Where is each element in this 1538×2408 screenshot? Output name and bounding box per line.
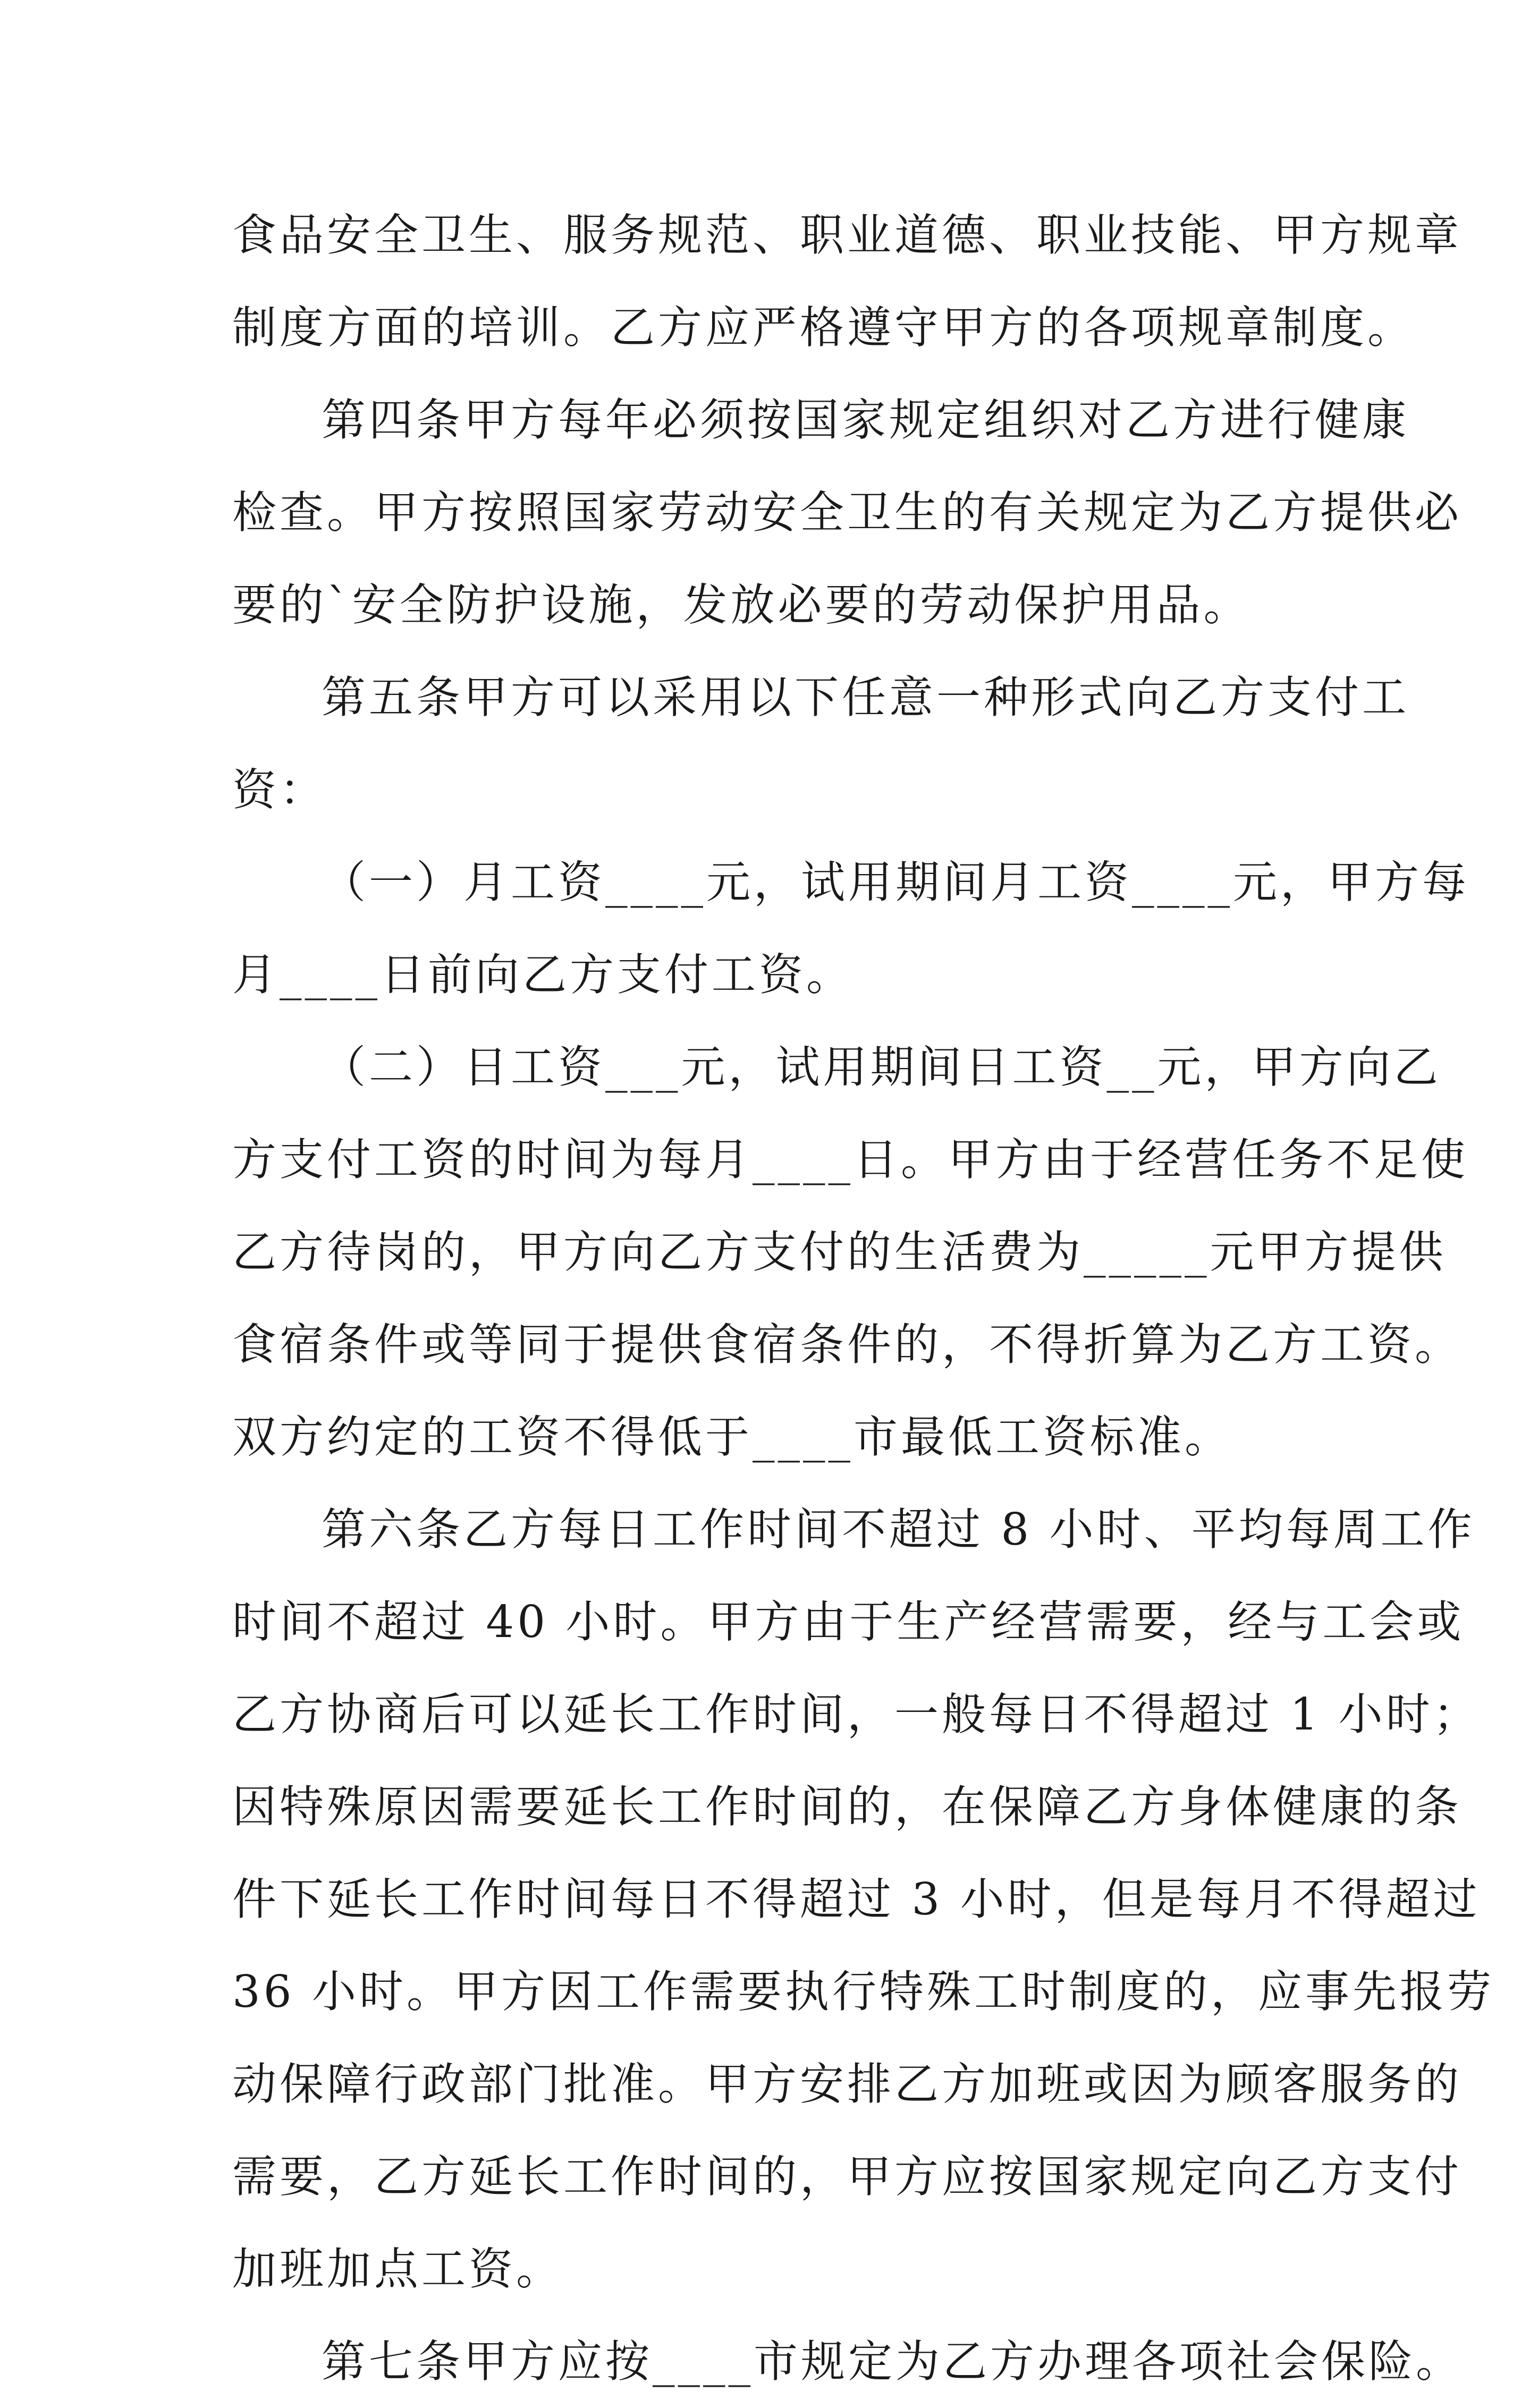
text-line: （一）月工资____元，试用期间月工资____元，甲方每 [322, 857, 1469, 908]
text-line: 36 小时。甲方因工作需要执行特殊工时制度的，应事先报劳 [232, 1966, 1494, 2017]
text-line: 第六条乙方每日工作时间不超过 8 小时、平均每周工作 [322, 1504, 1475, 1555]
text-line: 食品安全卫生、服务规范、职业道德、职业技能、甲方规章 [232, 209, 1462, 261]
text-line: 第七条甲方应按____市规定为乙方办理各项社会保险。 [322, 2336, 1463, 2387]
text-line: 乙方待岗的，甲方向乙方支付的生活费为_____元甲方提供 [232, 1226, 1447, 1278]
text-line: 加班加点工资。 [232, 2243, 563, 2295]
text-line: 要的`安全防护设施，发放必要的劳动保护用品。 [232, 579, 1251, 631]
text-line: 件下延长工作时间每日不得超过 3 小时，但是每月不得超过 [232, 1873, 1481, 1925]
text-line: 制度方面的培训。乙方应严格遵守甲方的各项规章制度。 [232, 302, 1415, 353]
text-line: 因特殊原因需要延长工作时间的，在保障乙方身体健康的条 [232, 1781, 1462, 1833]
text-line: 食宿条件或等同于提供食宿条件的，不得折算为乙方工资。 [232, 1319, 1462, 1370]
text-line: 第五条甲方可以采用以下任意一种形式向乙方支付工 [322, 672, 1409, 723]
text-line: 动保障行政部门批准。甲方安排乙方加班或因为顾客服务的 [232, 2058, 1462, 2110]
text-line: 需要，乙方延长工作时间的，甲方应按国家规定向乙方支付 [232, 2151, 1462, 2202]
text-line: （二）日工资___元，试用期间日工资__元，甲方向乙 [322, 1041, 1441, 1093]
text-line: 乙方协商后可以延长工作时间，一般每日不得超过 1 小时； [232, 1689, 1481, 1740]
document-body [232, 189, 1494, 2408]
text-line: 检查。甲方按照国家劳动安全卫生的有关规定为乙方提供必 [232, 487, 1462, 538]
text-line: 第四条甲方每年必须按国家规定组织对乙方进行健康 [322, 394, 1409, 446]
text-line: 方支付工资的时间为每月____日。甲方由于经营任务不足使 [232, 1134, 1468, 1185]
text-line: 双方约定的工资不得低于____市最低工资标准。 [232, 1411, 1232, 1463]
text-line: 资： [232, 764, 327, 816]
text-line: 时间不超过 40 小时。甲方由于生产经营需要，经与工会或 [232, 1596, 1465, 1648]
text-line: 月____日前向乙方支付工资。 [232, 949, 853, 1000]
